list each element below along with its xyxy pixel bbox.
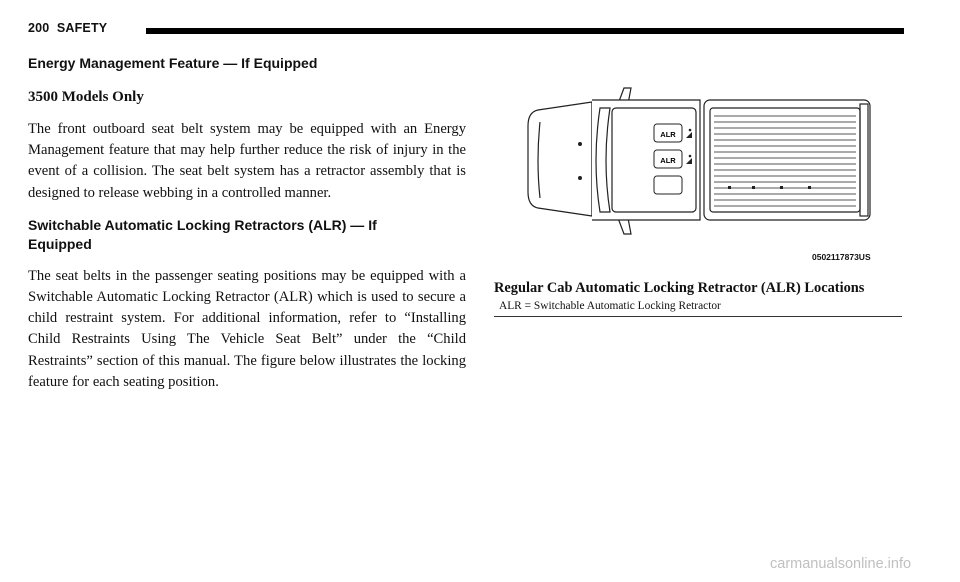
heading-switchable-alr: Switchable Automatic Locking Retractors (ALR) — If Equipped bbox=[28, 216, 377, 252]
subheading-3500-models: 3500 Models Only bbox=[28, 89, 144, 105]
caption-rule bbox=[494, 316, 902, 317]
paragraph-energy-management: The front outboard seat belt system may be equipped with an Energy Management feature that may help further reduce the risk of injury in the event of a collision. The seat belt system has a retractor assembly that is designed to release webbing in a controlled manner. bbox=[28, 121, 466, 201]
header-rule bbox=[146, 28, 904, 34]
figure-caption: Regular Cab Automatic Locking Retractor (ALR) Locations bbox=[494, 280, 865, 296]
alr-label-1: ALR bbox=[660, 130, 676, 139]
page-number-section: 200 SAFETY bbox=[28, 21, 108, 35]
paragraph-switchable-alr: The seat belts in the passenger seating positions may be equipped with a Switchable Automatic Locking Retractor (ALR) which is used to secure a child restraint system. For additional information, refer to “Installing Child Restraints Using The Vehicle Seat Belt” under the “Child Restraints” section of this manual. The figure below illustrates the locking feature for each seating position. bbox=[28, 267, 466, 390]
left-column bbox=[28, 54, 466, 393]
figure-subcaption: ALR = Switchable Automatic Locking Retractor bbox=[499, 300, 721, 312]
seat-driver bbox=[654, 176, 682, 194]
alr-label-2: ALR bbox=[660, 156, 676, 165]
heading-energy-management: Energy Management Feature — If Equipped bbox=[28, 55, 318, 71]
regular-cab-truck-diagram bbox=[500, 82, 900, 262]
page-header bbox=[28, 21, 904, 41]
figure-code: 0502117873US bbox=[812, 252, 871, 262]
watermark: carmanualsonline.info bbox=[770, 556, 912, 572]
